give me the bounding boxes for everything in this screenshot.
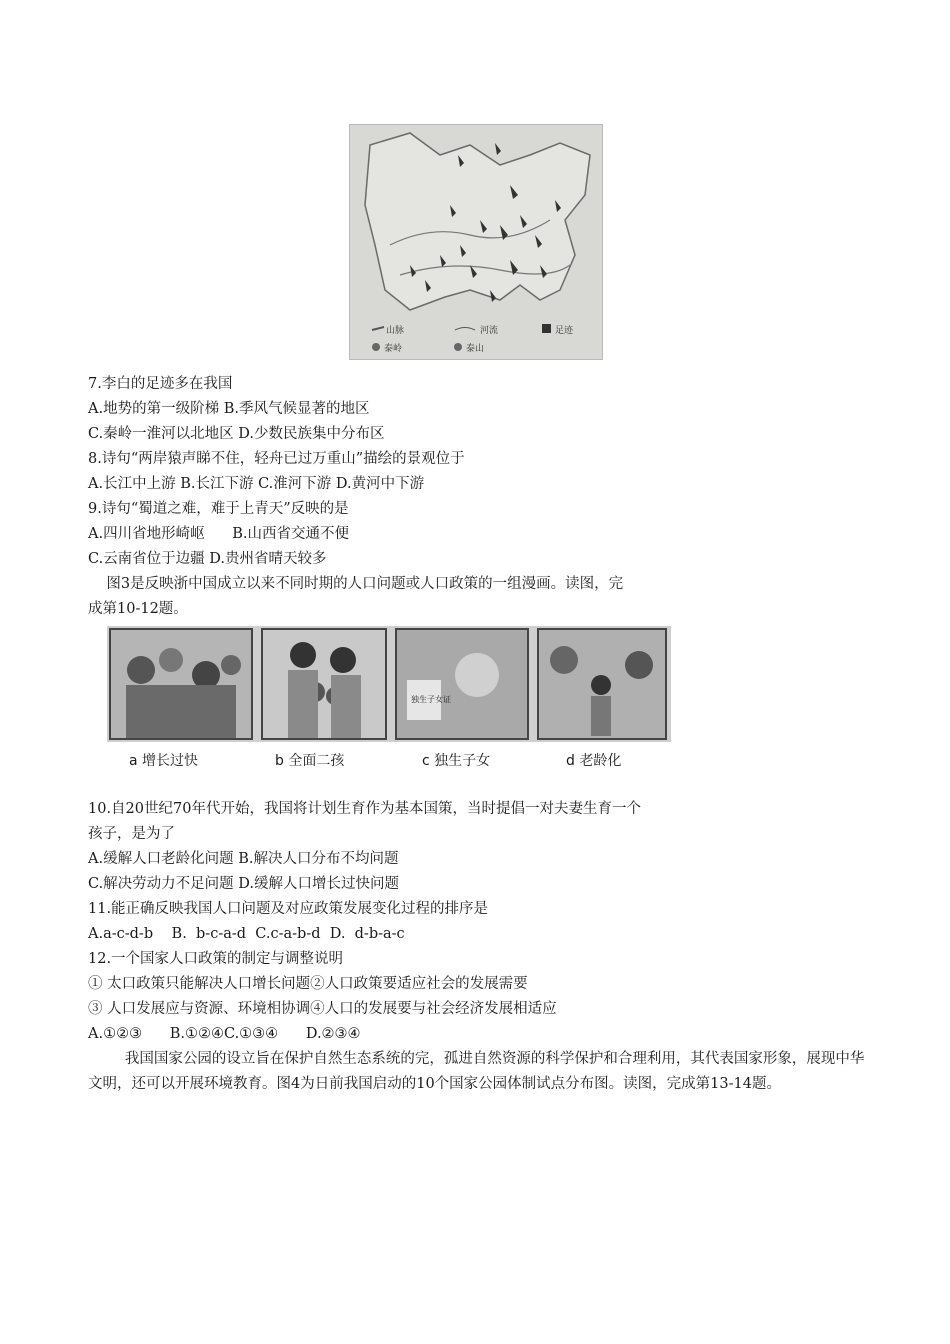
question-9-stem: 9.诗句“蜀道之难，难于上青天”反映的是	[88, 501, 349, 517]
china-map-illustration	[350, 125, 602, 359]
question-10-options: C.解决劳动力不足问题 D.缓解人口增长过快问题	[88, 876, 400, 892]
map-outline	[365, 133, 590, 310]
comic-caption: c 独生子女	[422, 753, 491, 769]
comic-panel-c	[395, 628, 529, 740]
map-legend	[372, 324, 574, 354]
question-8-stem: 8.诗句“两岸猿声睇不住，轻舟已过万重山”描绘的景观位于	[88, 451, 465, 467]
question-11-options: A.a-c-d-b B. b-c-a-d C.c-a-b-d D. d-b-a-c	[88, 926, 405, 942]
comic-panel-a	[109, 628, 253, 740]
figure-3-intro: 图3是反映浙中国成立以来不同时期的人口问题或人口政策的一组漫画。读图，完	[88, 576, 624, 592]
question-10-stem: 10.自20世纪70年代开始，我国将计划生育作为基本国策，当时提倡一对夫妻生育一个	[88, 801, 641, 817]
legend-label: 足迹	[555, 326, 574, 336]
question-7-stem: 7.李白的足迹多在我国	[88, 376, 233, 392]
figure-4-intro: 我国国家公园的设立旨在保护自然生态系统的完，孤进自然资源的科学保护和合理利用，其代表国家形象，展现中华文明，还可以开展环境教育。图4为日前我国启动的10个国家公园体制试点分布图。读图，完成第13-14题。	[88, 1051, 865, 1092]
question-8-options: A.长江中上游 B.长江下游 C.淮河下游 D.黄河中下游	[88, 476, 425, 492]
legend-label: 河流	[480, 326, 499, 336]
question-10-stem: 孩子，是为了	[88, 826, 175, 842]
certificate-sign: 独生子女证	[411, 695, 451, 704]
question-7-options: A.地势的第一级阶梯 B.季风气候显著的地区	[88, 401, 370, 417]
question-12-stem: 12.一个国家人口政策的制定与调整说明	[88, 951, 344, 967]
comic-panel-d	[537, 628, 667, 740]
question-12-statements: ③ 人口发展应与资源、环境相协调④人口的发展要与社会经济发展相适应	[88, 1001, 557, 1017]
legend-label: 山脉	[386, 326, 405, 336]
question-12-statements: ① 太口政策只能解决人口增长问题②人口政策要适应社会的发展需要	[88, 976, 528, 992]
comic-caption: d 老龄化	[566, 753, 622, 769]
question-11-stem: 11.能正确反映我国人口问题及对应政策发展变化过程的排序是	[88, 901, 489, 917]
legend-label: 泰山	[466, 344, 485, 354]
comic-caption: a 增长过快	[129, 753, 199, 769]
figure-3-intro: 成第10-12题。	[88, 601, 188, 617]
question-9-options: C.云南省位于边疆 D.贵州省晴天较多	[88, 551, 327, 567]
question-9-options: A.四川省地形崎岖 B.山西省交通不便	[88, 526, 349, 542]
comic-panel-b	[261, 628, 387, 740]
question-12-options: A.①②③ B.①②④C.①③④ D.②③④	[88, 1026, 361, 1042]
legend-label: 泰岭	[384, 344, 403, 354]
comic-caption: b 全面二孩	[275, 753, 345, 769]
population-comic-strip	[107, 626, 671, 742]
map-figure	[349, 124, 603, 360]
question-7-options: C.秦岭一淮河以北地区 D.少数民族集中分布区	[88, 426, 385, 442]
question-10-options: A.缓解人口老龄化问题 B.解决人口分布不均问题	[88, 851, 399, 867]
